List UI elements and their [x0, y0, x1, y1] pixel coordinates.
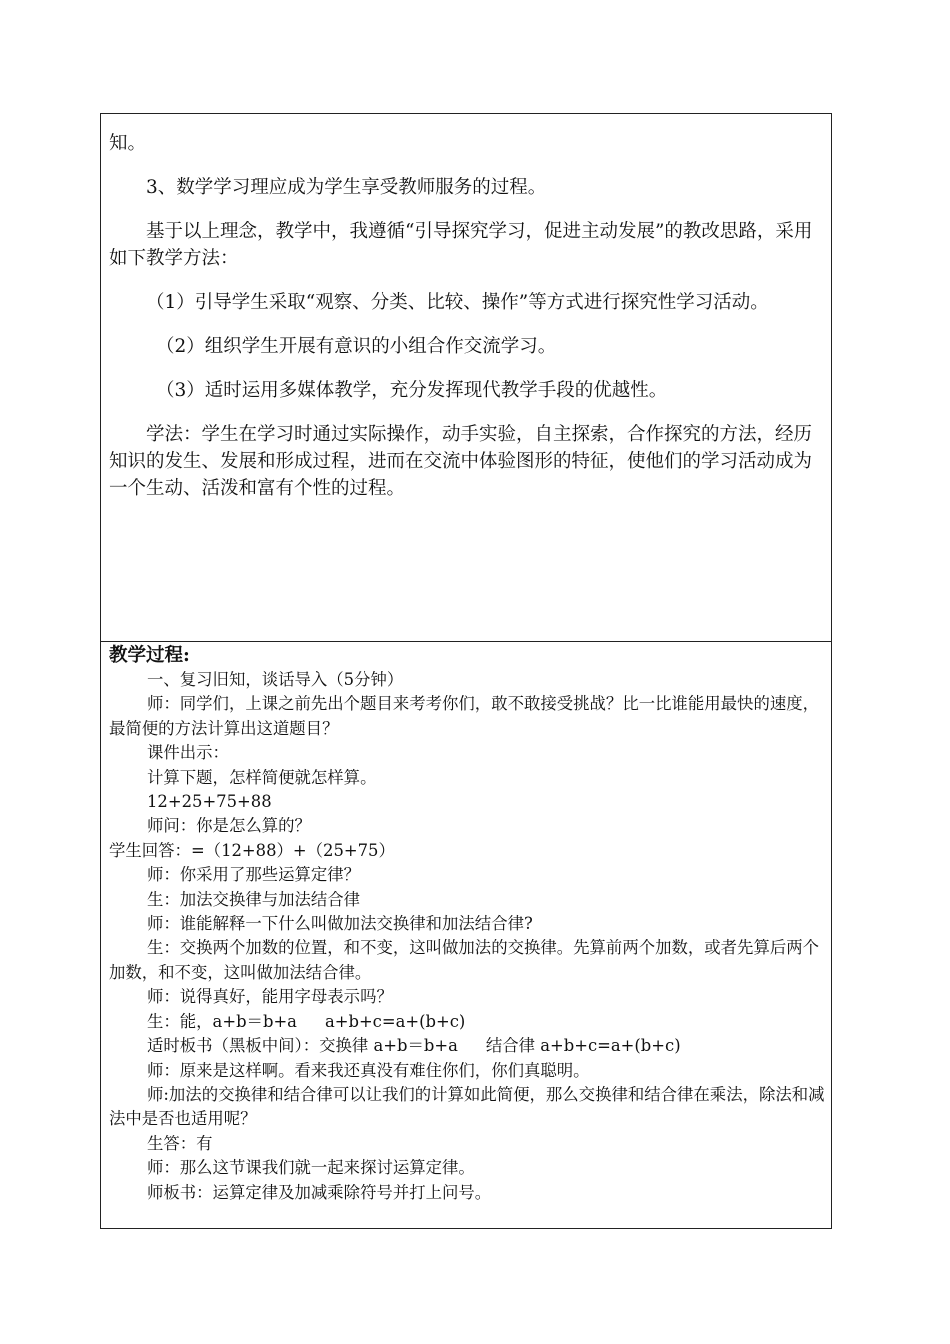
- line: 计算下题，怎样简便就怎样算。: [147, 767, 377, 787]
- paragraph: 学法：学生在学习时通过实际操作，动手实验，自主探索，合作探究的方法，经历知识的发生、发展和形成过程，进而在交流中体验图形的特征，使他们的学习活动成为一个生动、活泼和富有个性的过程。: [109, 424, 813, 499]
- line-part: 生：能，a+b＝b+a: [147, 1011, 297, 1031]
- line: 师板书：运算定律及加减乘除符号并打上问号。: [147, 1182, 492, 1202]
- paragraph: 基于以上理念，教学中，我遵循“引导探究学习，促进主动发展”的教改思路，采用如下教学方法：: [109, 221, 813, 269]
- line: 师：同学们，上课之前先出个题目来考考你们，敢不敢接受挑战？比一比谁能用最快的速度，最简便的方法计算出这道题目？: [109, 694, 820, 738]
- line: 课件出示：: [147, 743, 229, 763]
- paragraph: 知。: [109, 133, 147, 154]
- line: 生：加法交换律与加法结合律: [147, 889, 361, 909]
- paragraph: 3、数学学习理应成为学生享受教师服务的过程。: [146, 177, 547, 198]
- lesson-table: [100, 113, 832, 1229]
- line: 师：那么这节课我们就一起来探讨运算定律。: [147, 1158, 475, 1178]
- line-part: a+b+c=a+(b+c): [324, 1011, 466, 1031]
- formula-line: [109, 1010, 825, 1034]
- paragraph: （2）组织学生开展有意识的小组合作交流学习。: [156, 336, 557, 357]
- line-part: 结合律 a+b+c=a+(b+c): [485, 1036, 681, 1056]
- line: 师问：你是怎么算的？: [147, 816, 311, 836]
- line: 12+25+75+88: [147, 792, 272, 812]
- line: 学生回答：=（12+88）+（25+75）: [109, 840, 395, 860]
- row-divider: [101, 641, 831, 642]
- line: 师：你采用了那些运算定律？: [147, 865, 361, 885]
- paragraph: （1）引导学生采取“观察、分类、比较、操作”等方式进行探究性学习活动。: [146, 292, 769, 313]
- line: 师：说得真好，能用字母表示吗？: [147, 987, 393, 1007]
- line-part: 适时板书（黑板中间）：交换律 a+b＝b+a: [147, 1036, 458, 1056]
- line: 师：原来是这样啊。看来我还真没有难住你们，你们真聪明。: [147, 1060, 590, 1080]
- paragraph: （3）适时运用多媒体教学，充分发挥现代教学手段的优越性。: [156, 380, 668, 401]
- line: 生：交换两个加数的位置，和不变，这叫做加法的交换律。先算前两个加数，或者先算后两个加数，和不变，这叫做加法结合律。: [109, 938, 820, 982]
- line: 师:加法的交换律和结合律可以让我们的计算如此简便，那么交换律和结合律在乘法，除法和减法中是否也适用呢？: [109, 1084, 825, 1129]
- formula-line: [109, 1034, 825, 1058]
- section-title: 教学过程:: [109, 645, 190, 666]
- line: 师：谁能解释一下什么叫做加法交换律和加法结合律?: [147, 914, 533, 934]
- teaching-process-cell: [109, 644, 825, 1205]
- line: 一、复习旧知，谈话导入（5分钟）: [147, 670, 404, 689]
- teaching-philosophy-cell: [109, 130, 825, 519]
- line: 生答：有: [147, 1133, 213, 1153]
